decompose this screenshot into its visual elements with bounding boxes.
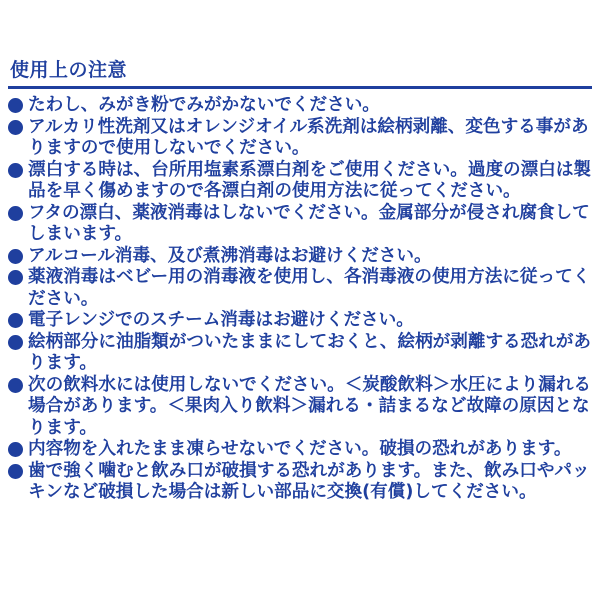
bullet-icon bbox=[8, 313, 23, 328]
title-underline bbox=[8, 86, 592, 89]
caution-text: アルコール消毒、及び煮沸消毒はお避けください。 bbox=[28, 245, 432, 266]
caution-item bbox=[8, 461, 592, 504]
caution-text: 漂白する時は、台所用塩素系漂白剤をご使用ください。過度の漂白は製品を早く傷めますので各漂白剤の使用方法に従ってください。 bbox=[28, 159, 592, 201]
bullet-icon bbox=[8, 249, 23, 264]
bullet-icon bbox=[8, 120, 23, 135]
caution-text: 電子レンジでのスチーム消毒はお避けください。 bbox=[28, 310, 414, 330]
caution-text: たわし、みがき粉でみがかないでください。 bbox=[28, 95, 380, 115]
caution-item bbox=[8, 117, 592, 160]
bullet-icon bbox=[8, 163, 23, 178]
caution-item bbox=[8, 375, 592, 440]
caution-item bbox=[8, 160, 592, 203]
bullet-icon bbox=[8, 442, 23, 457]
caution-item bbox=[8, 310, 592, 332]
caution-text: 歯で強く噛むと飲み口が破損する恐れがあります。また、飲み口やパッキンなど破損した場合は新しい部品に交換(有償)してください。 bbox=[28, 460, 590, 502]
bullet-icon bbox=[8, 378, 23, 393]
caution-item bbox=[8, 203, 592, 246]
bullet-icon bbox=[8, 464, 23, 479]
caution-item bbox=[8, 246, 592, 268]
caution-text: フタの漂白、薬液消毒はしないでください。金属部分が侵され腐食してしまいます。 bbox=[28, 202, 590, 244]
bullet-icon bbox=[8, 206, 23, 221]
caution-text: 絵柄部分に油脂類がついたままにしておくと、絵柄が剥離する恐れがあります。 bbox=[28, 331, 592, 373]
caution-text: 薬液消毒はベビー用の消毒液を使用し、各消毒液の使用方法に従ってください。 bbox=[28, 267, 591, 309]
caution-item bbox=[8, 439, 592, 461]
caution-item bbox=[8, 332, 592, 375]
section-title: 使用上の注意 bbox=[10, 59, 128, 81]
caution-list bbox=[8, 95, 592, 504]
caution-text: 次の飲料水には使用しないでください。＜炭酸飲料＞水圧により漏れる場合があります。＜果肉入り飲料＞漏れる・詰まるなど故障の原因となります。 bbox=[28, 374, 592, 438]
bullet-icon bbox=[8, 98, 23, 113]
caution-text: アルカリ性洗剤又はオレンジオイル系洗剤は絵柄剥離、変色する事がありますので使用しないでください。 bbox=[28, 116, 589, 158]
caution-item bbox=[8, 267, 592, 310]
bullet-icon bbox=[8, 270, 23, 285]
bullet-icon bbox=[8, 335, 23, 350]
caution-item bbox=[8, 95, 592, 117]
caution-text: 内容物を入れたまま凍らせないでください。破損の恐れがあります。 bbox=[28, 439, 572, 459]
